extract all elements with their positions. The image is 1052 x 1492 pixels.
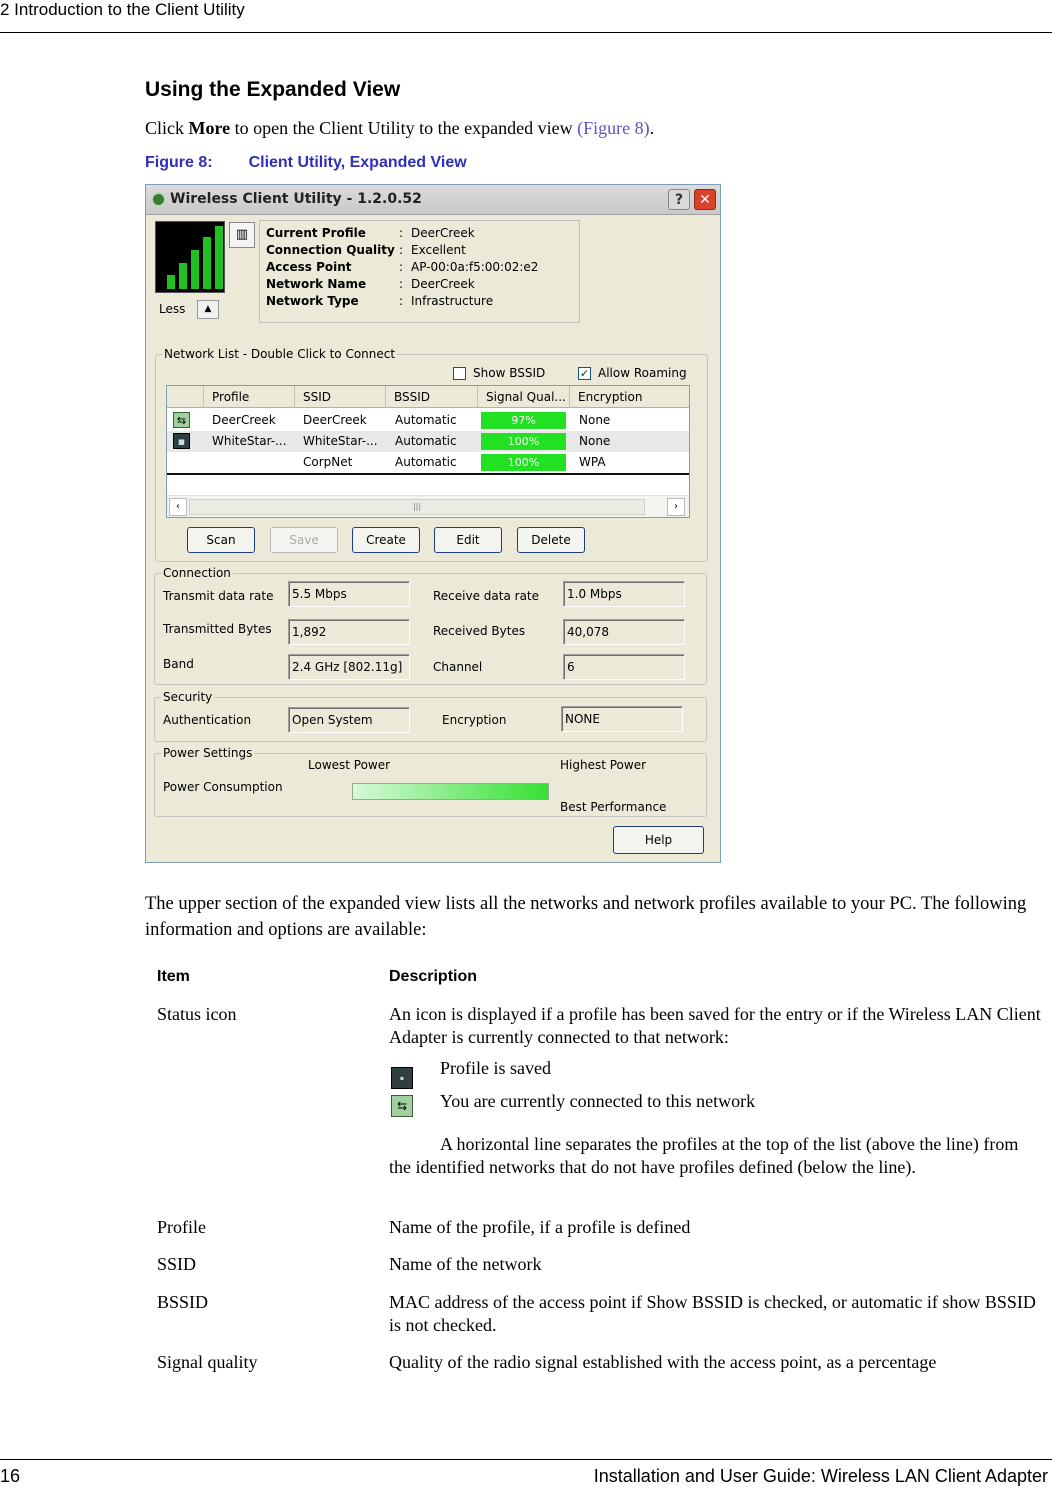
scroll-thumb[interactable]: |||: [189, 499, 645, 515]
encryption-value: NONE: [561, 706, 683, 732]
allow-roaming-checkbox[interactable]: ✓ Allow Roaming: [579, 366, 687, 380]
connection-legend: Connection: [163, 566, 231, 580]
table-description: Name of the network: [389, 1254, 542, 1274]
figure-label: Figure 8:: [145, 154, 213, 171]
figure-title: Client Utility, Expanded View: [248, 154, 467, 171]
table-item: Signal quality: [157, 1352, 258, 1372]
close-button[interactable]: ✕: [694, 189, 716, 210]
table-header-description: Description: [389, 968, 478, 985]
column-header-signal[interactable]: Signal Qual...: [478, 386, 570, 408]
highest-power-label: Highest Power: [560, 758, 647, 772]
transmitted-bytes-label: Transmitted Bytes: [163, 622, 272, 636]
table-item: Profile: [157, 1217, 206, 1237]
table-row[interactable]: ▪ WhiteStar-... WhiteStar-... Automatic 100% None: [167, 431, 689, 452]
intro-end: .: [649, 118, 655, 138]
running-head: 2 Introduction to the Client Utility: [0, 0, 245, 19]
power-settings-legend: Power Settings: [163, 746, 253, 760]
signal-quality-cell: 100%: [481, 433, 566, 450]
authentication-value: Open System: [288, 707, 410, 733]
table-description: Quality of the radio signal established with the access point, as a percentage: [389, 1352, 937, 1372]
power-consumption-bar[interactable]: [352, 783, 549, 800]
column-header-icon[interactable]: [167, 386, 204, 408]
section-title: Using the Expanded View: [145, 78, 401, 101]
intro-mid: to open the Client Utility to the expanded view: [230, 118, 578, 138]
check-icon[interactable]: ✓: [579, 366, 590, 380]
lowest-power-label: Lowest Power: [308, 758, 391, 772]
help-title-button[interactable]: ?: [668, 189, 690, 210]
intro-paragraph: [145, 118, 654, 139]
figure-link[interactable]: (Figure 8): [577, 118, 650, 138]
app-logo-icon: [151, 192, 166, 207]
delete-button[interactable]: Delete: [517, 527, 585, 553]
band-label: Band: [163, 657, 194, 671]
signal-bar: [215, 226, 223, 289]
table-item: SSID: [157, 1254, 197, 1274]
saved-profile-icon: ▪: [173, 433, 190, 449]
footer-title: Installation and User Guide: Wireless LAN Client Adapter: [593, 1466, 1048, 1486]
table-description: MAC address of the access point if Show BSSID is checked, or automatic if show BSSID is not checked.: [389, 1292, 1036, 1335]
signal-bar: [179, 263, 187, 289]
intro-pre: Click: [145, 118, 189, 138]
table-header-item: Item: [157, 968, 190, 985]
column-header-encryption[interactable]: Encryption: [578, 390, 643, 404]
scroll-left-icon[interactable]: ‹: [169, 498, 187, 516]
signal-bar: [167, 275, 175, 289]
icon-saved-text: Profile is saved: [440, 1058, 551, 1078]
power-consumption-label: Power Consumption: [163, 780, 283, 794]
floppy-disk-icon: ▪: [391, 1067, 413, 1089]
transmit-rate-label: Transmit data rate: [163, 589, 274, 603]
save-button[interactable]: Save: [270, 527, 338, 553]
network-list-legend: Network List - Double Click to Connect: [164, 347, 396, 361]
figure-caption: [145, 154, 467, 172]
scroll-right-icon[interactable]: ›: [667, 498, 685, 516]
table-item: BSSID: [157, 1292, 209, 1312]
window-title: Wireless Client Utility - 1.2.0.52: [170, 191, 422, 207]
network-connection-icon: ⇆: [391, 1095, 413, 1117]
column-header-bssid[interactable]: BSSID: [386, 386, 478, 408]
best-performance-label: Best Performance: [560, 800, 667, 814]
column-header-profile[interactable]: Profile: [204, 386, 295, 408]
table-description: An icon is displayed if a profile has been saved for the entry or if the Wireless LAN Client Adapter is currently connected to that network:: [389, 1004, 1041, 1047]
create-button[interactable]: Create: [352, 527, 420, 553]
title-bar: [146, 185, 720, 215]
less-label: Less: [159, 302, 186, 316]
less-button[interactable]: ▲: [197, 300, 219, 319]
status-panel: [259, 220, 580, 323]
transmitted-bytes-value: 1,892: [288, 619, 410, 645]
header-rule: [0, 32, 1052, 33]
profile-separator-line: [167, 473, 689, 475]
table-row[interactable]: CorpNet Automatic 100% WPA: [303, 455, 606, 469]
channel-label: Channel: [433, 660, 483, 674]
column-header-ssid[interactable]: SSID: [295, 386, 386, 408]
signal-quality-cell: 100%: [481, 454, 566, 471]
help-button[interactable]: Help: [613, 826, 704, 854]
table-item: Status icon: [157, 1004, 237, 1024]
signal-quality-cell: 97%: [481, 412, 566, 429]
footer-rule: [0, 1459, 1052, 1460]
security-legend: Security: [163, 690, 213, 704]
statistics-button[interactable]: ▥: [229, 222, 255, 248]
status-row: Network Name : DeerCreek: [266, 277, 475, 291]
band-value: 2.4 GHz [802.11g]: [288, 654, 410, 680]
status-row: Access Point : AP-00:0a:f5:00:02:e2: [266, 260, 539, 274]
table-row[interactable]: ⇆ DeerCreek DeerCreek Automatic 97% None: [167, 410, 689, 431]
intro-bold: More: [188, 118, 231, 138]
network-list[interactable]: [166, 385, 690, 518]
checkbox-box[interactable]: [453, 367, 466, 380]
edit-button[interactable]: Edit: [434, 527, 502, 553]
connected-icon: ⇆: [173, 412, 190, 428]
body-paragraph: The upper section of the expanded view lists all the networks and network profiles available to your PC. The following information and options are available:: [145, 894, 1027, 940]
status-row: Network Type : Infrastructure: [266, 294, 494, 308]
status-row: Current Profile : DeerCreek: [266, 226, 475, 240]
signal-bar: [191, 250, 199, 289]
authentication-label: Authentication: [163, 713, 252, 727]
received-bytes-label: Received Bytes: [433, 624, 526, 638]
status-row: Connection Quality : Excellent: [266, 243, 466, 257]
separator-description: A horizontal line separates the profiles at the top of the list (above the line) from the identified networks that do not have profiles defined (below the line).: [389, 1134, 1019, 1177]
channel-value: 6: [563, 654, 685, 680]
table-description: Name of the profile, if a profile is defined: [389, 1217, 691, 1237]
transmit-rate-value: 5.5 Mbps: [288, 581, 410, 607]
signal-bar: [203, 237, 211, 289]
icon-connected-text: You are currently connected to this network: [440, 1091, 756, 1111]
horizontal-scrollbar[interactable]: [167, 495, 689, 517]
page-number: 16: [0, 1466, 21, 1486]
encryption-label: Encryption: [442, 713, 507, 727]
show-bssid-checkbox[interactable]: Show BSSID: [453, 366, 545, 380]
scan-button[interactable]: Scan: [187, 527, 255, 553]
receive-rate-label: Receive data rate: [433, 589, 540, 603]
signal-strength-icon: [155, 221, 225, 293]
receive-rate-value: 1.0 Mbps: [563, 581, 685, 607]
received-bytes-value: 40,078: [563, 619, 685, 645]
client-utility-window: [145, 184, 721, 863]
list-header: [167, 386, 689, 408]
